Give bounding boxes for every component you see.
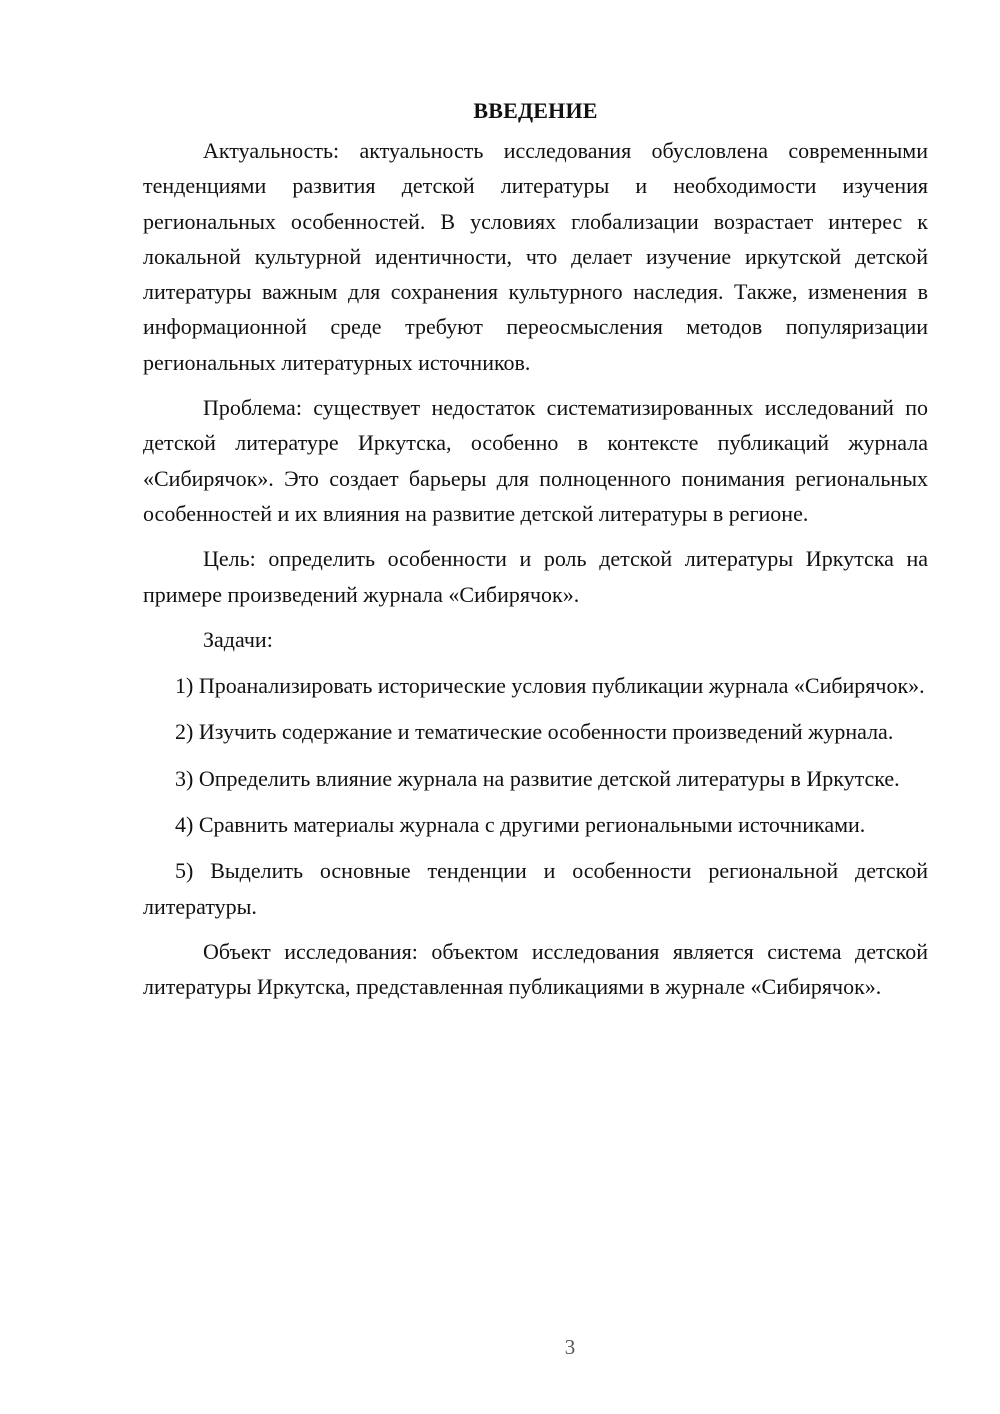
task-item: 1) Проанализировать исторические условия публикации журнала «Сибирячок». [175, 673, 925, 699]
tasks-label: Задачи: [203, 626, 273, 652]
problem-paragraph: Проблема: существует недостаток систематизированных исследований по детской литературе Иркутска, особенно в контексте публикаций журнала «Сибирячок». Это создает барьеры для полноценного понимания региональных особенностей и их влияния на развитие детской литературы в регионе. [143, 395, 928, 526]
page-content [143, 93, 928, 1005]
page-number: 3 [564, 1335, 576, 1359]
section-heading: ВВЕДЕНИЕ [473, 98, 598, 123]
goal-paragraph: Цель: определить особенности и роль детской литературы Иркутска на примере произведений журнала «Сибирячок». [143, 546, 928, 607]
task-item: 2) Изучить содержание и тематические особенности произведений журнала. [175, 719, 894, 745]
object-paragraph: Объект исследования: объектом исследования является система детской литературы Иркутска, представленная публикациями в журнале «Сибирячок». [143, 938, 928, 1000]
relevance-paragraph: Актуальность: актуальность исследования обусловлена современными тенденциями развития детской литературы и необходимости изучения региональных особенностей. В условиях глобализации возрастает интерес к локальной культурной идентичности, что делает изучение иркутской детской литературы важным для сохранения культурного наследия. Также, изменения в информационной среде требуют переосмысления методов популяризации региональных литературных источников. [143, 138, 928, 375]
task-item: 4) Сравнить материалы журнала с другими региональными источниками. [175, 812, 866, 838]
task-item: 5) Выделить основные тенденции и особенности региональной детской литературы. [143, 858, 928, 919]
task-item: 3) Определить влияние журнала на развитие детской литературы в Иркутске. [175, 765, 900, 791]
tasks-list [143, 668, 928, 924]
